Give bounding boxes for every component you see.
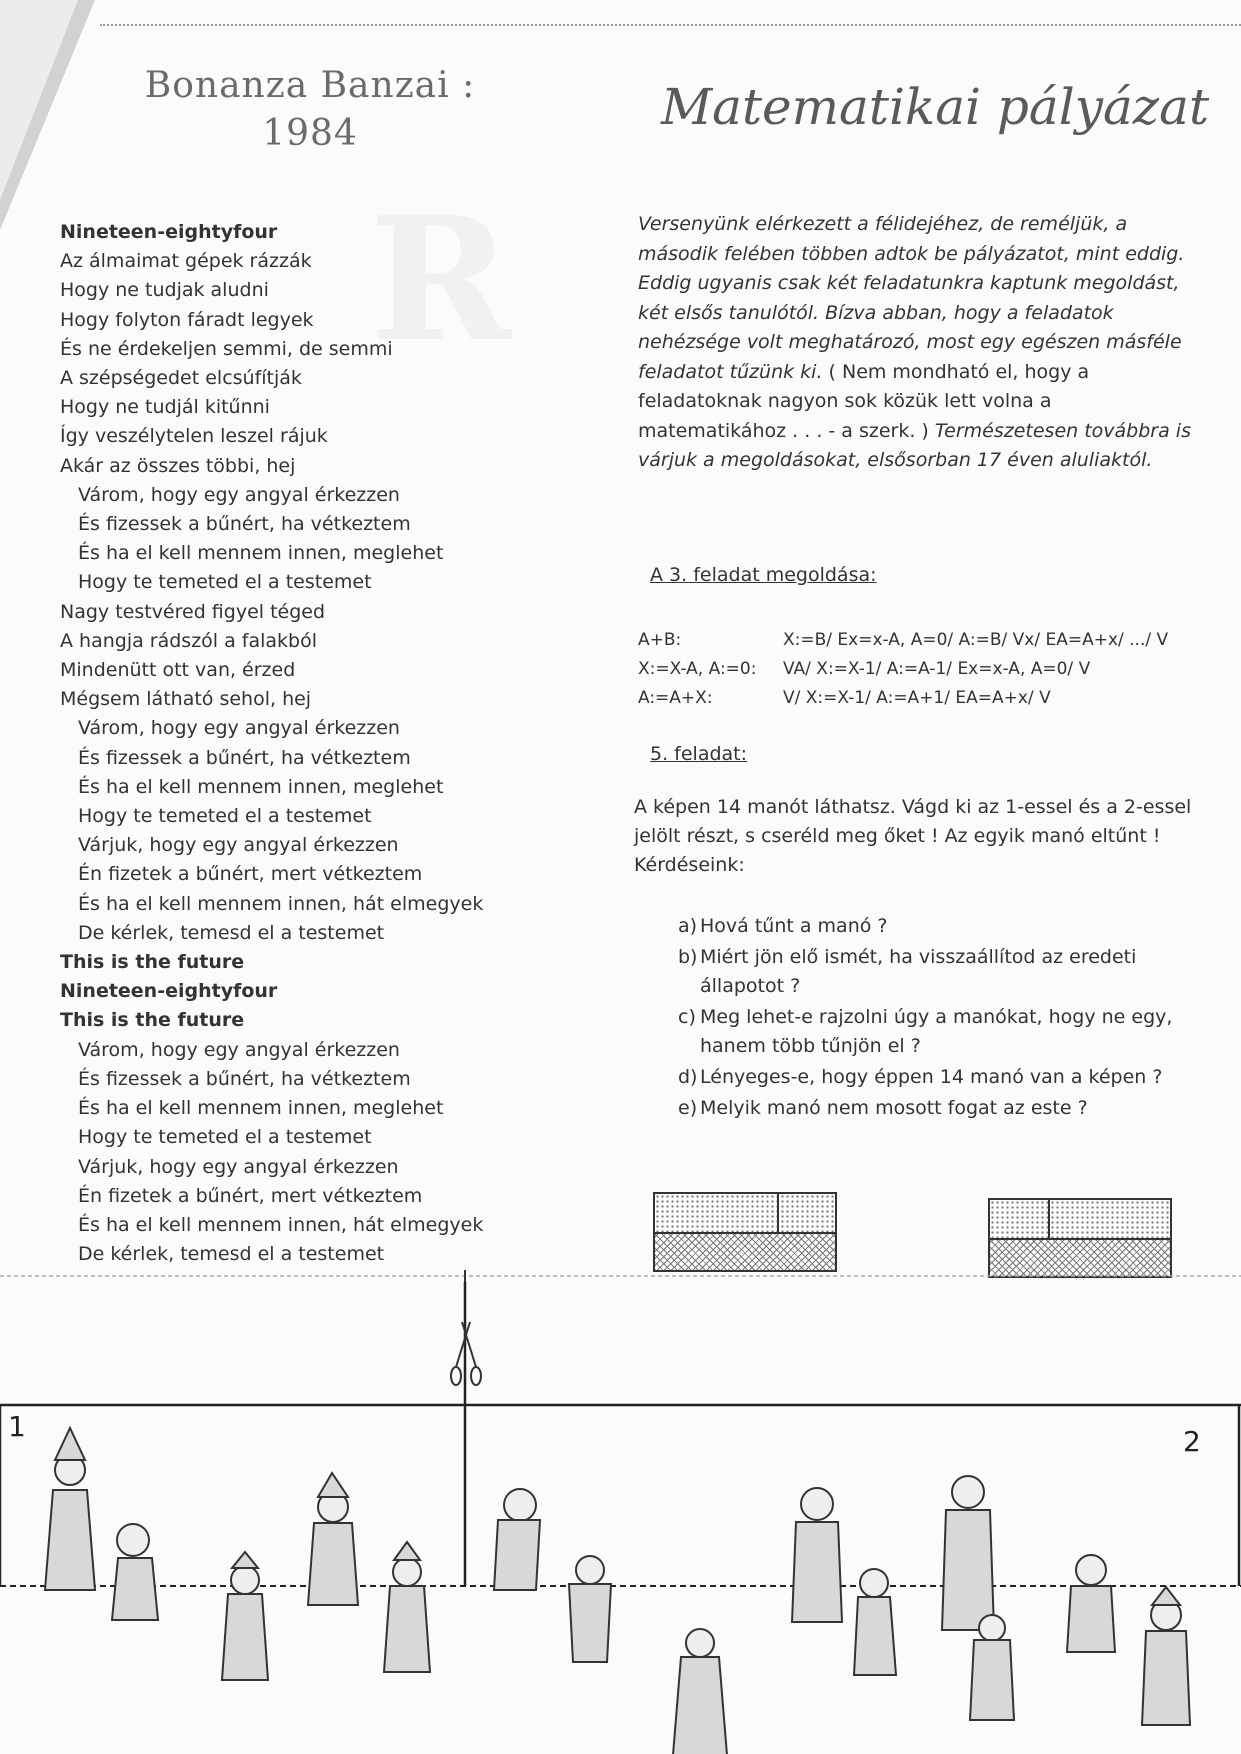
poem-line: Várjuk, hogy egy angyal érkezzen [78,834,399,857]
question-item [678,943,1198,1001]
intro-paragraph [638,210,1200,476]
solution-heading: A 3. feladat megoldása: [650,564,877,586]
poem-line: És ha el kell mennem innen, hát elmegyek [78,1213,484,1236]
solution-label: A:=A+X: [638,688,713,708]
intro-italic-2: Természetesen továbbra is várjuk a megoldásokat, elsősorban 17 éven aluliaktól. [638,419,1191,471]
solution-label: A+B: [638,630,682,650]
poem-line: Nagy testvéred figyel téged [60,600,326,623]
question-letter: a) [678,915,698,937]
gnome-8 [673,1629,727,1754]
pattern-box-left [653,1192,837,1272]
poem-line: Én fizetek a bűnért, mert vétkeztem [78,863,423,886]
solution-line [638,626,1218,655]
poem-line: De kérlek, temesd el a testemet [78,1243,385,1266]
solution-line [638,655,1218,684]
top-border [100,24,1241,26]
question-list [678,912,1198,1125]
question-item [678,1003,1198,1061]
question-item [678,1094,1198,1123]
solution-formula: V/ X:=X-1/ A:=A+1/ EA=A+x/ V [783,688,1051,708]
poem-line: Hogy te temeted el a testemet [78,1126,372,1149]
poem-line: Akár az összes többi, hej [60,454,296,477]
poem-line: This is the future [60,951,245,974]
page-curl-inner [0,0,78,200]
poem-line: De kérlek, temesd el a testemet [78,921,385,944]
label-part-1: 1 [8,1410,26,1443]
solution-label: X:=X-A, A:=0: [638,659,757,679]
poem-line: És ha el kell mennem innen, meglehet [78,775,444,798]
gnome-5 [384,1542,430,1672]
gnome-1 [45,1428,95,1590]
gnome-14 [1142,1587,1190,1725]
question-letter: c) [678,1006,696,1028]
gnome-9 [792,1488,842,1622]
question-item [678,1063,1198,1092]
gnome-2 [112,1524,158,1620]
intro-plain: ( Nem mondható el, hogy a feladatoknak nagyon sok közük lett volna a matematikához . . . - a szerk. ) [638,360,1090,442]
poem-line: Hogy ne tudjak aludni [60,279,269,302]
poem-line: És ha el kell mennem innen, meglehet [78,542,444,565]
question-text: Hová tűnt a manó ? [700,915,888,937]
question-item [678,912,1198,941]
poem-line: Az álmaimat gépek rázzák [60,250,312,273]
solution-list [638,626,1218,713]
poem-line: Hogy folyton fáradt legyek [60,308,314,331]
poem-line: Hogy ne tudjál kitűnni [60,396,270,419]
poem-title-line-2: 1984 [262,113,358,154]
question-text: Melyik manó nem mosott fogat az este ? [700,1097,1088,1119]
solution-line [638,684,1218,713]
poem-line: És fizessek a bűnért, ha vétkeztem [78,513,411,536]
solution-formula: X:=B/ Ex=x-A, A=0/ A:=B/ Vx/ EA=A+x/ .../ V [783,630,1169,650]
gnome-6 [494,1489,540,1590]
background-watermark: R [370,180,512,380]
gnome-11 [942,1476,994,1630]
solution-formula: VA/ X:=X-1/ A:=A-1/ Ex=x-A, A=0/ V [783,659,1091,679]
question-text: Miért jön elő ismét, ha visszaállítod az eredeti állapotot ? [700,946,1137,997]
intro-italic-1: Versenyünk elérkezett a félidejéhez, de reméljük, a második felében többen adtok be pályázatot, mint eddig. Eddig ugyanis csak két feladatunkra kaptunk megoldást, két elsős tanulótól. Bízva abban, hogy a feladatok nehézsége volt meghatározó, most egy egészen másféle feladatot tűzünk ki. [638,213,1185,383]
gnome-4 [308,1473,358,1605]
gnome-3 [222,1552,268,1680]
poem-line: Hogy te temeted el a testemet [78,571,372,594]
task-text: A képen 14 manót láthatsz. Vágd ki az 1-essel és a 2-essel jelölt részt, s cseréld meg őket ! Az egyik manó eltűnt ! Kérdéseink: [634,796,1192,876]
poem-title-line-1: Bonanza Banzai : [144,65,476,106]
gnome-puzzle-drawing [0,1270,1241,1754]
poem-line: Mégsem látható sehol, hej [60,688,312,711]
poem-line: És ne érdekeljen semmi, de semmi [60,337,393,360]
gnome-7 [569,1556,611,1662]
pattern-box-right [988,1198,1172,1278]
poem-line: This is the future [60,1009,245,1032]
poem-line: Nineteen-eightyfour [60,980,278,1003]
label-part-2: 2 [1183,1425,1201,1458]
poem-line: A hangja rádszól a falakból [60,629,318,652]
poem-line: Hogy te temeted el a testemet [78,805,372,828]
gnome-10 [854,1569,896,1675]
poem-line: Várom, hogy egy angyal érkezzen [78,1038,400,1061]
poem-title [110,62,510,158]
poem-line: Várom, hogy egy angyal érkezzen [78,483,400,506]
section-title: Matematikai pályázat [660,78,1210,136]
poem-line: És fizessek a bűnért, ha vétkeztem [78,746,411,769]
question-letter: e) [678,1097,698,1119]
gnome-13 [1067,1555,1115,1652]
question-letter: b) [678,946,698,968]
poem-line: És ha el kell mennem innen, hát elmegyek [78,892,484,915]
question-text: Lényeges-e, hogy éppen 14 manó van a képen ? [700,1066,1163,1088]
poem-lyrics [60,218,560,1269]
poem-line: Én fizetek a bűnért, mert vétkeztem [78,1184,423,1207]
poem-line: Így veszélytelen leszel rájuk [60,425,328,448]
poem-line: És fizessek a bűnért, ha vétkeztem [78,1067,411,1090]
poem-line: Várom, hogy egy angyal érkezzen [78,717,400,740]
poem-line: Nineteen-eightyfour [60,221,278,243]
poem-line: Mindenütt ott van, érzed [60,659,296,682]
task-heading: 5. feladat: [650,743,748,765]
question-letter: d) [678,1066,698,1088]
poem-line: A szépségedet elcsúfítják [60,367,302,390]
question-text: Meg lehet-e rajzolni úgy a manókat, hogy ne egy, hanem több tűnjön el ? [700,1006,1173,1057]
poem-line: Várjuk, hogy egy angyal érkezzen [78,1155,399,1178]
poem-line: És ha el kell mennem innen, meglehet [78,1097,444,1120]
